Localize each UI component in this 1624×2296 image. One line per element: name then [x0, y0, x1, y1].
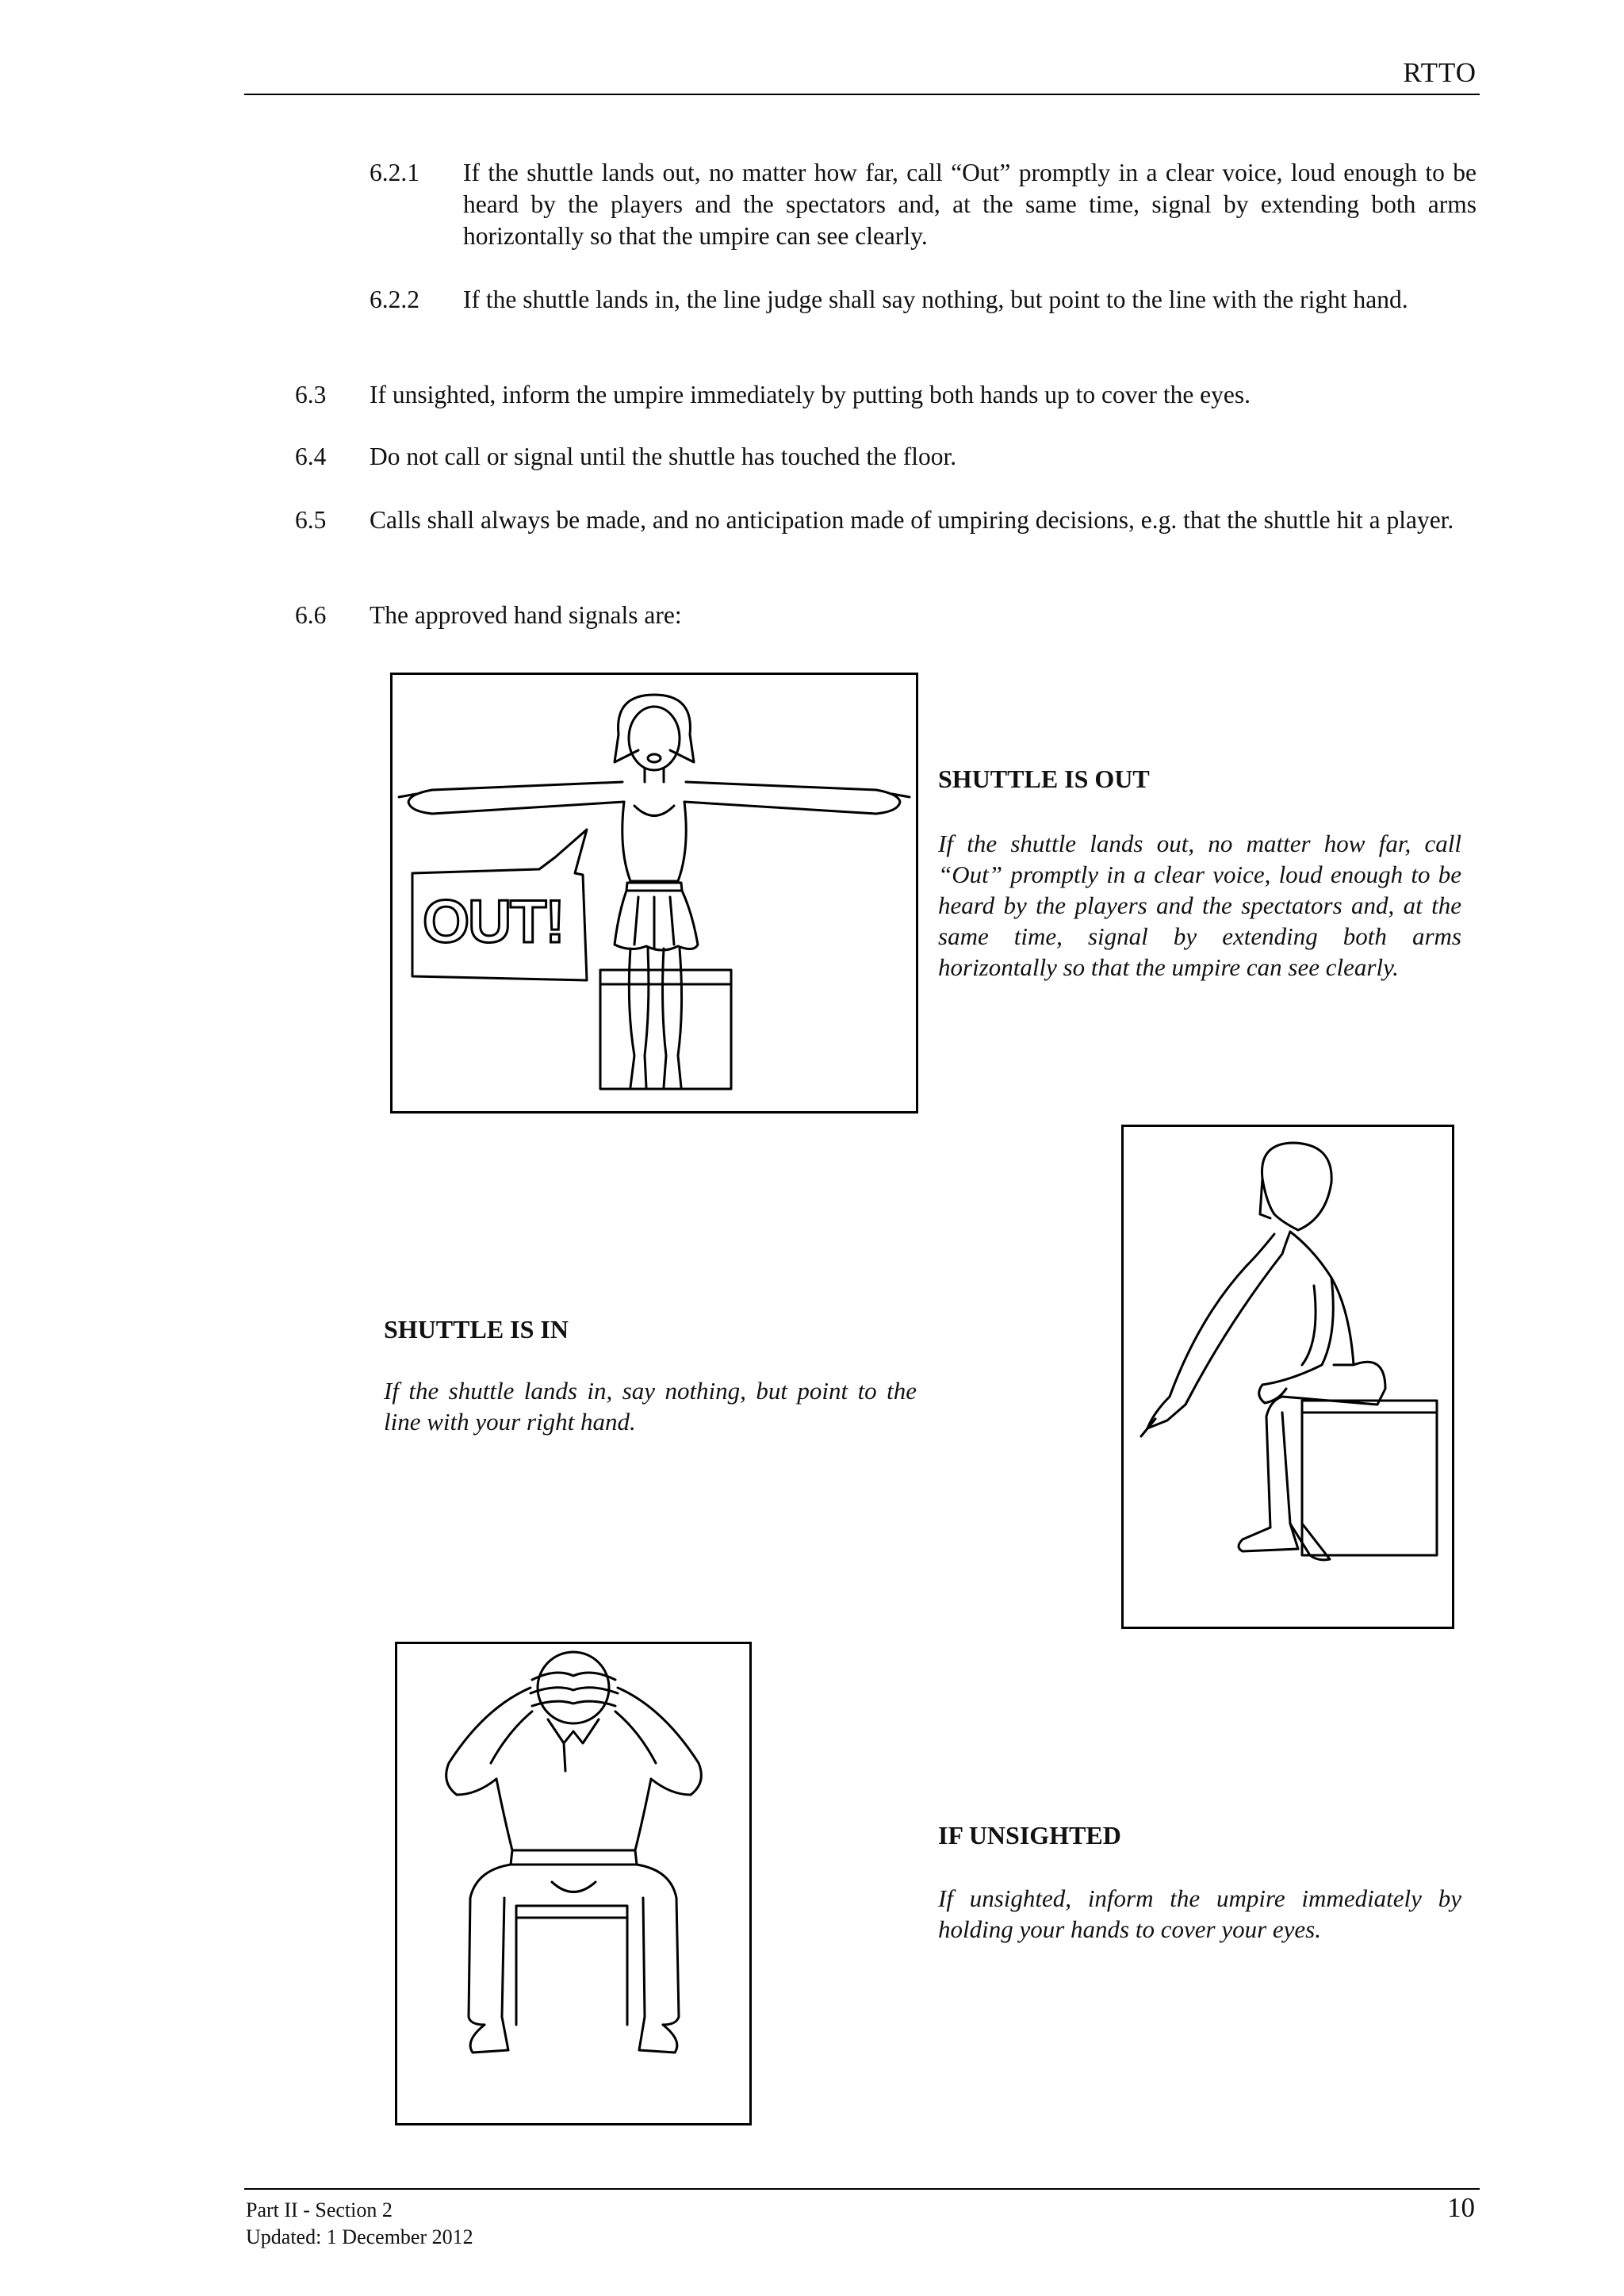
header-rule: [244, 94, 1480, 95]
footer-info: [246, 2197, 473, 2251]
footer-section: Part II - Section 2: [246, 2198, 393, 2221]
item-number: 6.5: [295, 506, 327, 534]
signal-title: SHUTTLE IS OUT: [938, 765, 1150, 793]
item-number: 6.3: [295, 381, 327, 408]
footer-rule: [244, 2188, 1480, 2190]
item-text-body: If the shuttle lands out, no matter how far, call “Out” promptly in a clear voice, loud enough to be heard by the players and the spectators and, at the same time, signal by extending both arms horizontally so that the umpire can see clearly.: [463, 159, 1477, 250]
item-text: Calls shall always be made, and no anticipation made of umpiring decisions, e.g. that the shuttle hit a player.: [370, 506, 1454, 534]
signal-title: IF UNSIGHTED: [938, 1821, 1121, 1849]
illustration-shuttle-in: [1121, 1125, 1454, 1629]
item-number: 6.4: [295, 443, 327, 470]
item-text: [463, 157, 1477, 252]
page-number: 10: [1447, 2192, 1475, 2223]
item-text: If unsighted, inform the umpire immediately by putting both hands up to cover the eyes.: [370, 381, 1251, 408]
figure-pointing: [1124, 1127, 1452, 1627]
item-number: 6.6: [295, 601, 327, 629]
item-number: 6.2.1: [370, 159, 419, 186]
footer-updated: Updated: 1 December 2012: [246, 2225, 473, 2248]
running-header: RTTO: [1403, 57, 1477, 88]
item-text: If the shuttle lands in, the line judge shall say nothing, but point to the line with the right hand.: [463, 286, 1408, 313]
signal-caption: If unsighted, inform the umpire immediately by holding your hands to cover your eyes.: [938, 1884, 1461, 1943]
signal-title: SHUTTLE IS IN: [384, 1315, 569, 1343]
signal-caption: If the shuttle lands in, say nothing, but point to the line with your right hand.: [384, 1377, 917, 1435]
out-bubble-text: OUT!: [423, 888, 564, 956]
item-number: 6.2.2: [370, 286, 419, 313]
item-text: Do not call or signal until the shuttle has touched the floor.: [370, 443, 957, 470]
signal-caption: If the shuttle lands out, no matter how far, call “Out” promptly in a clear voice, loud enough to be heard by the players and the spectators and, at the same time, signal by extending both arms horizontally so that the umpire can see clearly.: [938, 830, 1461, 981]
figure-covering-eyes: [397, 1644, 749, 2123]
item-text: The approved hand signals are:: [370, 601, 682, 629]
illustration-shuttle-out: [390, 673, 918, 1114]
illustration-unsighted: [395, 1642, 752, 2125]
